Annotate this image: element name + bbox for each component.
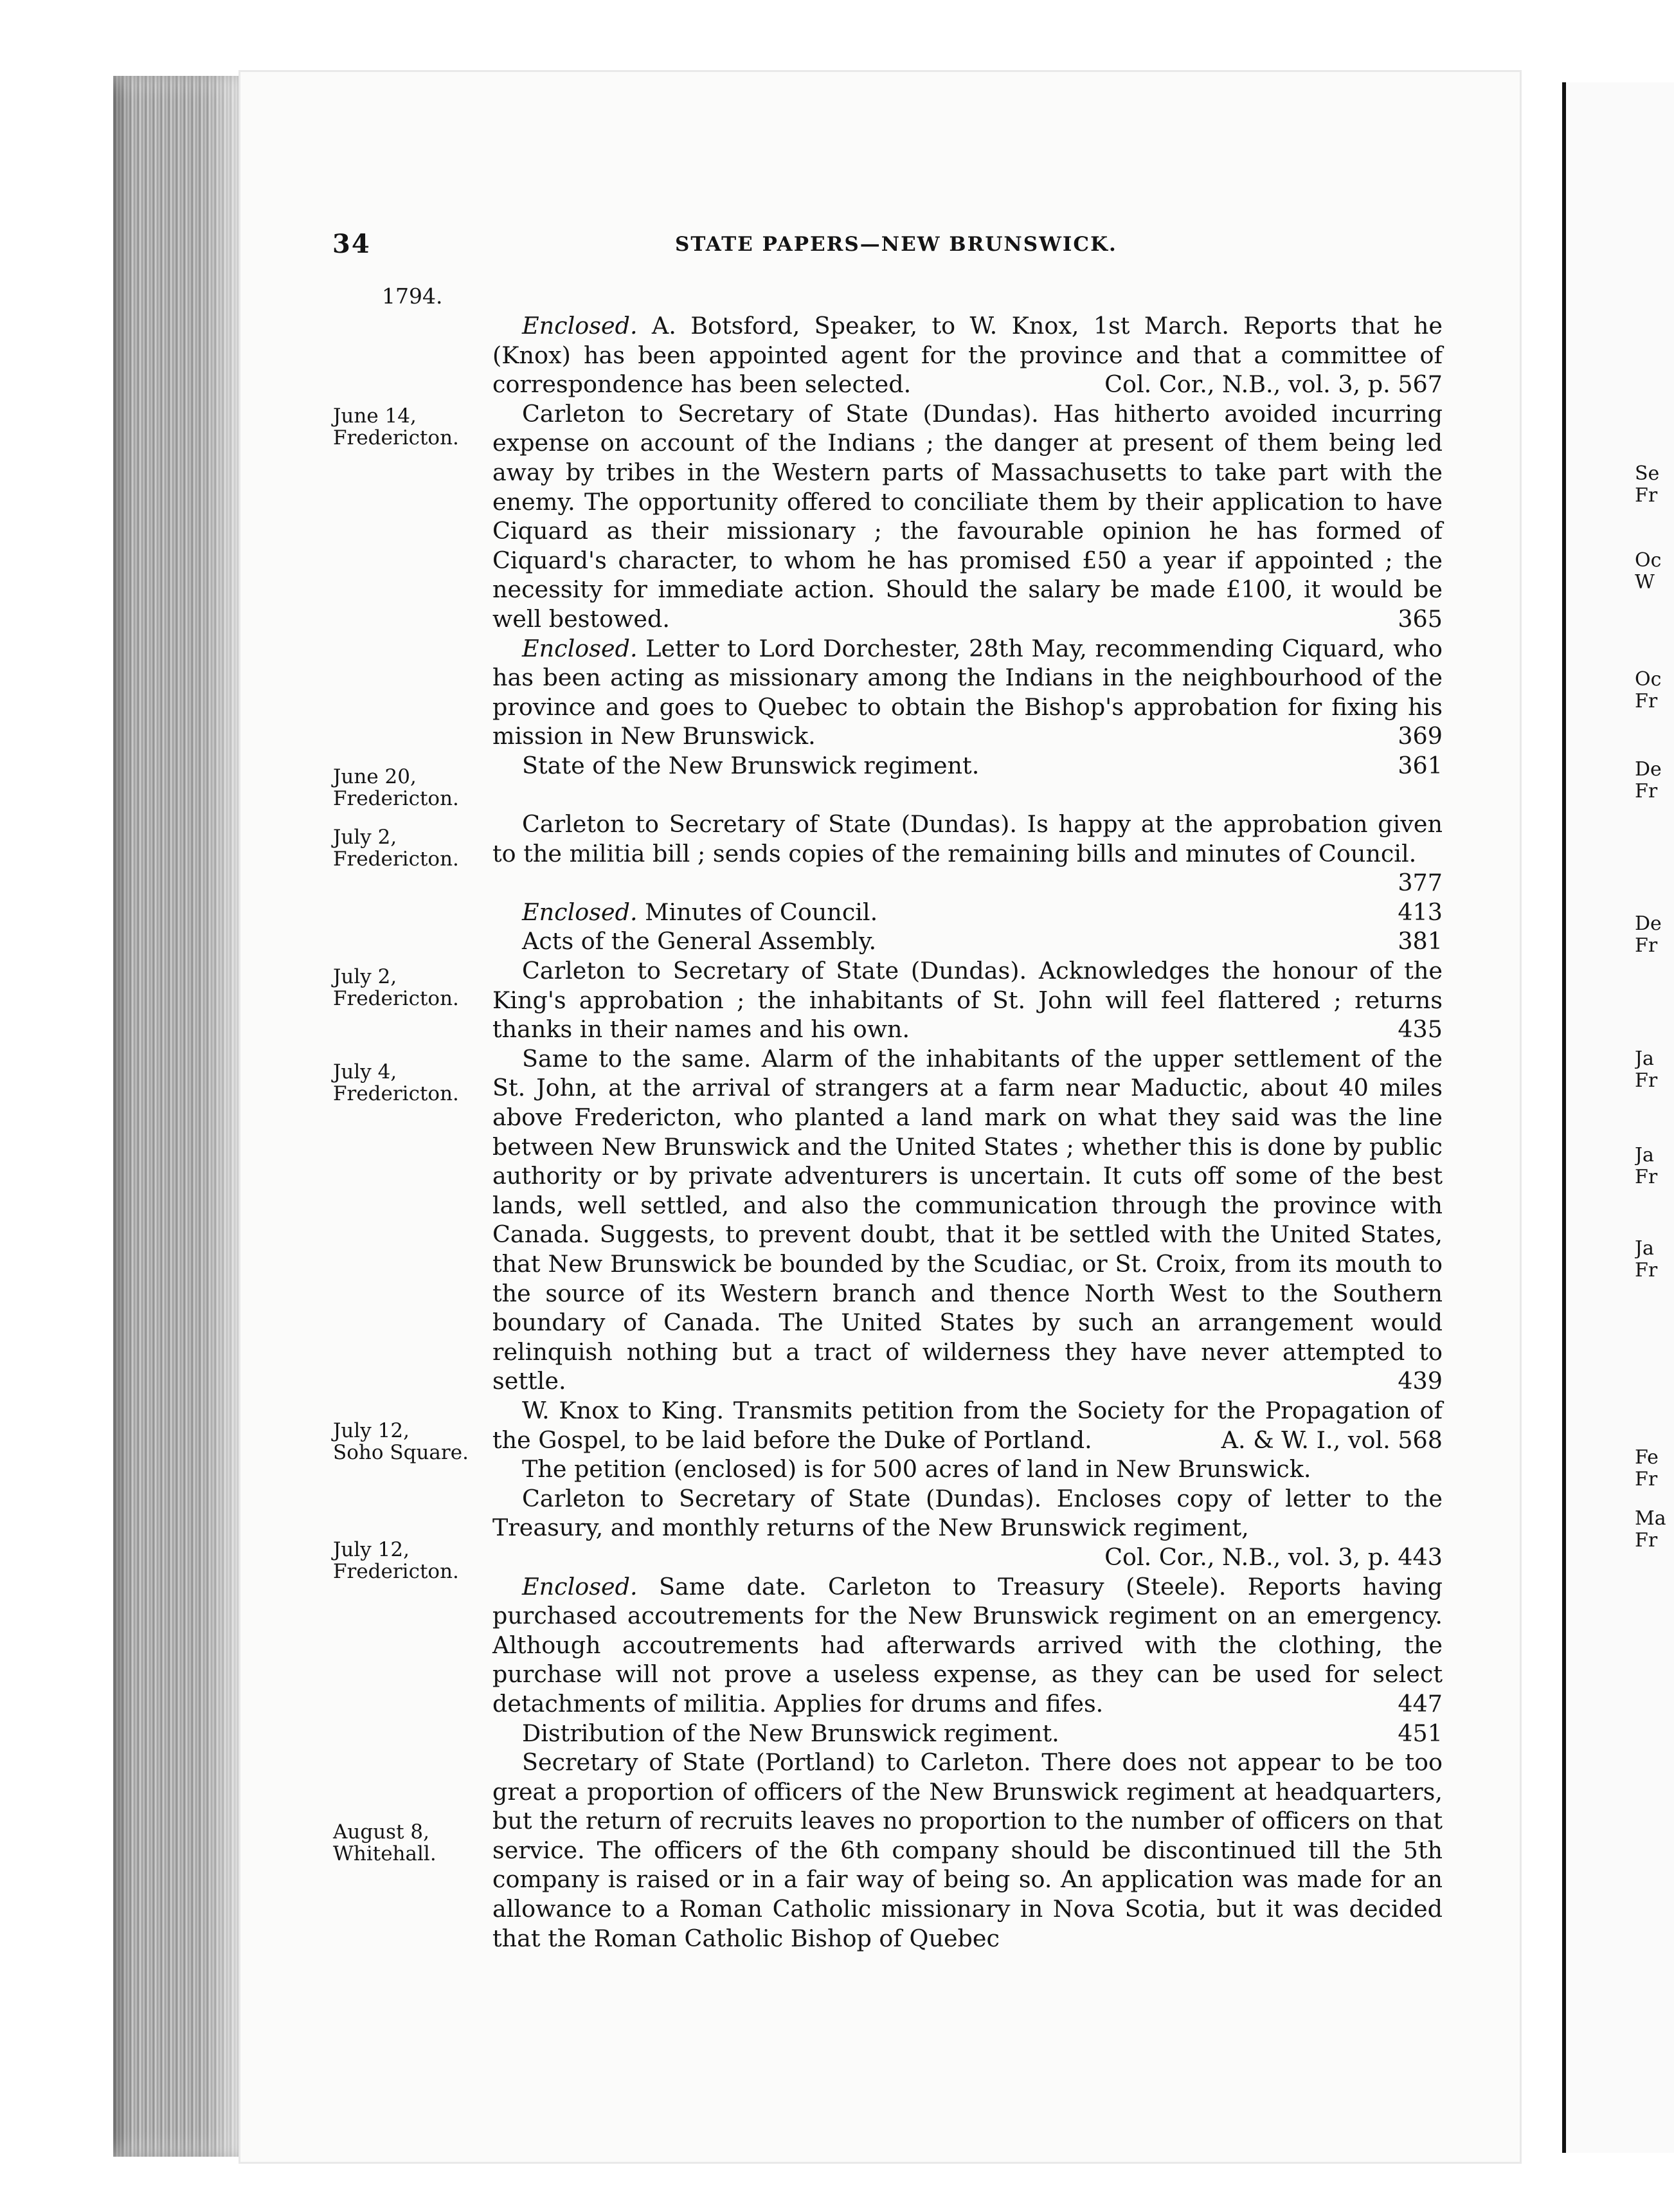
calendar-entry	[492, 810, 1443, 898]
calendar-entry	[492, 751, 1443, 781]
folio-number: 413	[1398, 898, 1443, 926]
entry-text: A. Botsford, Speaker, to W. Knox, 1st March. Reports that he (Knox) has been appointed agent for the province and that a committee of correspondence has been selected.	[492, 312, 1443, 399]
page-number: 34	[332, 229, 371, 259]
calendar-entry	[492, 1719, 1443, 1748]
margin-date-note: July 4, Fredericton.	[333, 1060, 459, 1105]
body-text	[492, 311, 1443, 1953]
margin-date-note: June 20, Fredericton.	[333, 765, 459, 810]
calendar-entry	[492, 927, 1443, 956]
entry-text: Acts of the General Assembly.	[522, 927, 877, 956]
entry-text: The petition (enclosed) is for 500 acres of land in New Brunswick.	[522, 1455, 1311, 1483]
entry-text: State of the New Brunswick regiment.	[522, 751, 980, 779]
calendar-entry	[492, 1396, 1443, 1455]
margin-date-note: July 2, Fredericton.	[333, 826, 459, 871]
running-title: STATE PAPERS—NEW BRUNSWICK.	[675, 233, 1117, 256]
facing-page-fragment: Fe Fr	[1635, 1447, 1659, 1491]
entry-text: Secretary of State (Portland) to Carleton. There does not appear to be too great a proportion of officers of the New Brunswick regiment at headquarters, but the return of recruits leaves no proportion to the number of officers on that service. The officers of the 6th company should be discontinued till the 5th company is raised or in a fair way of being so. An application was made for an allowance to a Roman Catholic missionary in Nova Scotia, but it was decided that the Roman Catholic Bishop of Quebec	[492, 1748, 1443, 1952]
running-head	[0, 229, 1674, 257]
entry-lead: Enclosed.	[522, 312, 638, 340]
calendar-entry	[492, 634, 1443, 751]
margin-date-note: July 2, Fredericton.	[333, 965, 459, 1010]
year-label: 1794.	[382, 284, 443, 309]
entry-text: Carleton to Secretary of State (Dundas). Is happy at the approbation given to the militia bill ; sends copies of the remaining bills and minutes of Council.	[492, 810, 1443, 867]
calendar-entry	[492, 1748, 1443, 1953]
facing-page-fragment: Ma Fr	[1635, 1508, 1666, 1552]
entry-text: Carleton to Secretary of State (Dundas). Acknowledges the honour of the King's approbation ; the inhabitants of St. John will feel flattered ; returns thanks in their names and his own.	[492, 957, 1443, 1044]
calendar-entry	[492, 1484, 1443, 1572]
facing-page-fragment: Oc Fr	[1635, 669, 1662, 712]
margin-date-note: July 12, Soho Square.	[333, 1419, 469, 1464]
entry-lead: Enclosed.	[522, 1572, 638, 1600]
folio-number: 439	[1398, 1367, 1443, 1395]
archive-reference: Col. Cor., N.B., vol. 3, p. 567	[1104, 370, 1443, 399]
facing-page-fragment: Se Fr	[1635, 463, 1660, 507]
facing-page-fragment: Ja Fr	[1635, 1048, 1658, 1092]
facing-page-fragment: De Fr	[1635, 759, 1662, 802]
entry-text: Same to the same. Alarm of the inhabitants of the upper settlement of the St. John, at the arrival of strangers at a farm near Maductic, about 40 miles above Fredericton, who planted a land mark on what they said was the line between New Brunswick and the United States ; whether this is done by public authority or by private adventurers is uncertain. It cuts off some of the best lands, well settled, and also the communication through the province with Canada. Suggests, to prevent doubt, that it be settled with the United States, that New Brunswick be bounded by the Scudiac, or St. Croix, from its mouth to the source of its Western branch and thence North West to the Southern boundary of Canada. The United States by such an arrangement would relinquish nothing but a tract of wilderness they have never attempted to settle.	[492, 1044, 1443, 1395]
folio-number: 369	[1398, 722, 1443, 750]
entry-lead: Enclosed.	[522, 898, 638, 926]
folio-number: 377	[1398, 869, 1443, 897]
archive-reference: A. & W. I., vol. 568	[1221, 1426, 1443, 1454]
book-spine	[113, 76, 240, 2157]
calendar-entry	[492, 311, 1443, 399]
entry-text: Carleton to Secretary of State (Dundas). Has hitherto avoided incurring expense on account of the Indians ; the danger at present of them being led away by tribes in the Western parts of Massachusetts to take part with the enemy. The opportunity offered to conciliate them by their application to have Ciquard as their missionary ; the favourable opinion he has formed of Ciquard's character, to whom he has promised £50 a year if appointed ; the necessity for immediate action. Should the salary be made £100, it would be well bestowed.	[492, 399, 1443, 633]
margin-date-note: July 12, Fredericton.	[333, 1538, 459, 1583]
margin-date-note: August 8, Whitehall.	[333, 1820, 437, 1865]
facing-page-fragment: Oc W	[1635, 550, 1662, 594]
folio-number: 381	[1398, 927, 1443, 956]
facing-page-fragment: De Fr	[1635, 913, 1662, 957]
entry-text: Minutes of Council.	[637, 898, 878, 926]
entry-text: W. Knox to King. Transmits petition from the Society for the Propagation of the Gospel, to be laid before the Duke of Portland.	[492, 1396, 1443, 1454]
folio-number: 365	[1398, 604, 1443, 633]
folio-number: 361	[1398, 751, 1443, 779]
folio-number: 451	[1398, 1719, 1443, 1747]
entry-text: Same date. Carleton to Treasury (Steele). Reports having purchased accoutrements for the New Brunswick regiment on an emergency. Although accoutrements had afterwards arrived with the clothing, the purchase will not prove a useless expense, as they can be used for select detachments of militia. Applies for drums and fifes.	[492, 1572, 1443, 1718]
archive-reference: Col. Cor., N.B., vol. 3, p. 443	[1104, 1543, 1443, 1571]
calendar-entry	[492, 399, 1443, 634]
folio-number: 447	[1398, 1689, 1443, 1718]
entry-text: Distribution of the New Brunswick regiment.	[522, 1719, 1059, 1747]
calendar-entry	[492, 898, 1443, 927]
calendar-entry	[492, 1044, 1443, 1396]
calendar-entry	[492, 956, 1443, 1044]
folio-number: 435	[1398, 1015, 1443, 1044]
calendar-entry	[492, 1572, 1443, 1719]
facing-page-edge	[1562, 82, 1674, 2153]
facing-page-fragment: Ja Fr	[1635, 1145, 1658, 1188]
calendar-entry	[492, 1455, 1443, 1484]
margin-date-note: June 14, Fredericton.	[333, 404, 459, 449]
entry-lead: Enclosed.	[522, 634, 638, 662]
entry-text: Carleton to Secretary of State (Dundas). Encloses copy of letter to the Treasury, and monthly returns of the New Brunswick regiment,	[492, 1484, 1443, 1542]
facing-page-fragment: Ja Fr	[1635, 1238, 1658, 1282]
entry-text: Letter to Lord Dorchester, 28th May, recommending Ciquard, who has been acting as missionary among the Indians in the neighbourhood of the province and goes to Quebec to obtain the Bishop's approbation for fixing his mission in New Brunswick.	[492, 634, 1443, 750]
